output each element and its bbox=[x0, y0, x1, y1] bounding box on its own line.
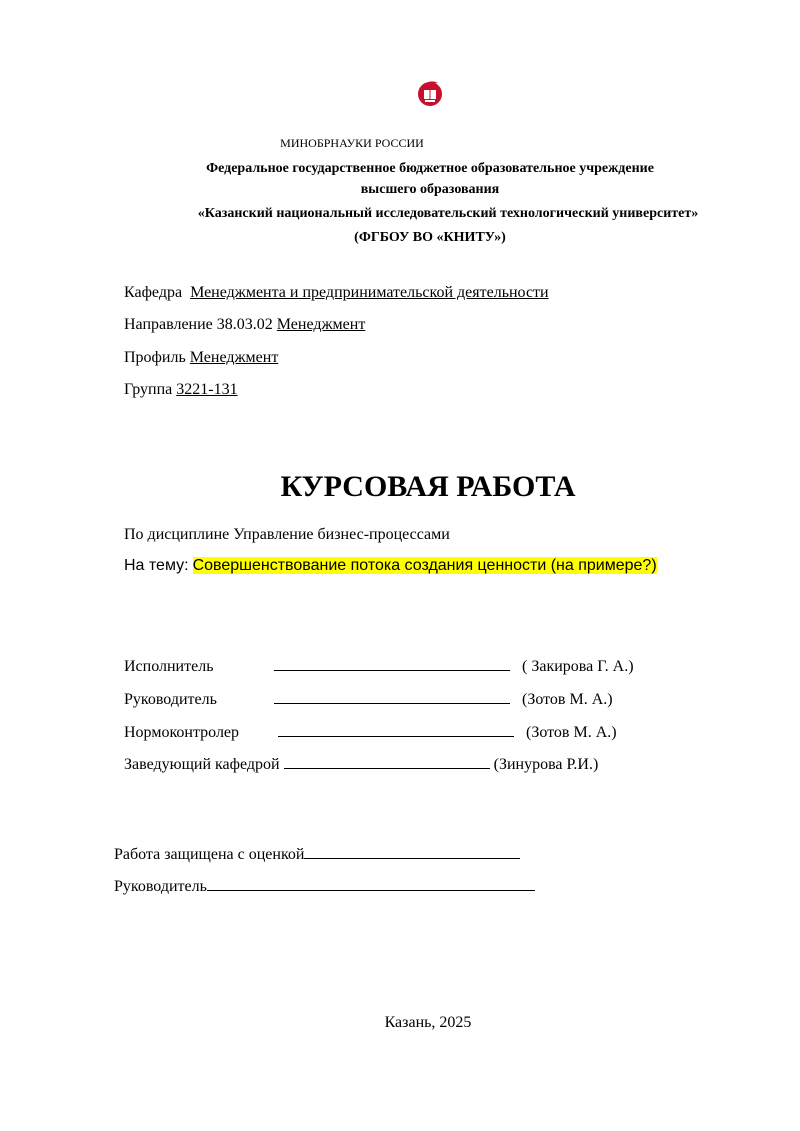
signature-row bbox=[124, 655, 634, 676]
direction-label: Направление 38.03.02 bbox=[124, 316, 273, 333]
signature-line bbox=[274, 688, 510, 704]
signature-line bbox=[274, 655, 510, 671]
university-short-name: (ФГБОУ ВО «КНИТУ») bbox=[354, 230, 506, 245]
institution-line2: высшего образования bbox=[360, 182, 500, 197]
supervisor-line bbox=[207, 875, 535, 891]
supervisor-label: Руководитель bbox=[114, 878, 207, 895]
university-logo-icon bbox=[416, 79, 444, 107]
department-label: Кафедра bbox=[124, 284, 183, 301]
profile-label: Профиль bbox=[124, 349, 186, 366]
discipline-line: По дисциплине Управление бизнес-процессами bbox=[124, 526, 450, 543]
city-year: Казань, 2025 bbox=[384, 1014, 472, 1031]
document-title: КУРСОВАЯ РАБОТА bbox=[280, 470, 576, 503]
profile-value: Менеджмент bbox=[189, 349, 279, 366]
department-row bbox=[124, 284, 549, 302]
group-label: Группа bbox=[124, 381, 173, 398]
signature-role: Заведующий кафедрой bbox=[124, 756, 280, 773]
signature-role: Исполнитель bbox=[124, 658, 214, 675]
topic-label: На тему: bbox=[124, 557, 189, 574]
signature-name: ( Закирова Г. А.) bbox=[522, 658, 634, 675]
direction-value: Менеджмент bbox=[276, 316, 366, 333]
supervisor-row bbox=[114, 875, 535, 896]
signature-name: (Зотов М. А.) bbox=[522, 691, 613, 708]
grade-line bbox=[304, 843, 520, 859]
institution-line1: Федеральное государственное бюджетное образовательное учреждение bbox=[206, 161, 654, 176]
grade-label: Работа защищена с оценкой bbox=[114, 846, 305, 863]
signature-role: Руководитель bbox=[124, 691, 217, 708]
signature-line bbox=[284, 753, 490, 769]
topic-value: Совершенствование потока создания ценности (на примере?) bbox=[192, 557, 657, 574]
group-row bbox=[124, 381, 238, 399]
signature-line bbox=[278, 721, 514, 737]
grade-row bbox=[114, 843, 520, 864]
signature-name: (Зотов М. А.) bbox=[526, 724, 617, 741]
profile-row bbox=[124, 349, 278, 367]
university-name: «Казанский национальный исследовательский технологический университет» bbox=[197, 206, 699, 221]
signature-row bbox=[124, 753, 598, 774]
signature-row bbox=[124, 721, 617, 742]
topic-row bbox=[124, 557, 657, 575]
group-value: 3221-131 bbox=[176, 381, 238, 398]
signature-role: Нормоконтролер bbox=[124, 724, 240, 741]
ministry-name: МИНОБРНАУКИ РОССИИ bbox=[280, 136, 424, 150]
direction-row bbox=[124, 316, 365, 334]
signature-row bbox=[124, 688, 613, 709]
department-value: Менеджмента и предпринимательской деятельности bbox=[190, 284, 549, 301]
signature-name: (Зинурова Р.И.) bbox=[493, 756, 599, 773]
